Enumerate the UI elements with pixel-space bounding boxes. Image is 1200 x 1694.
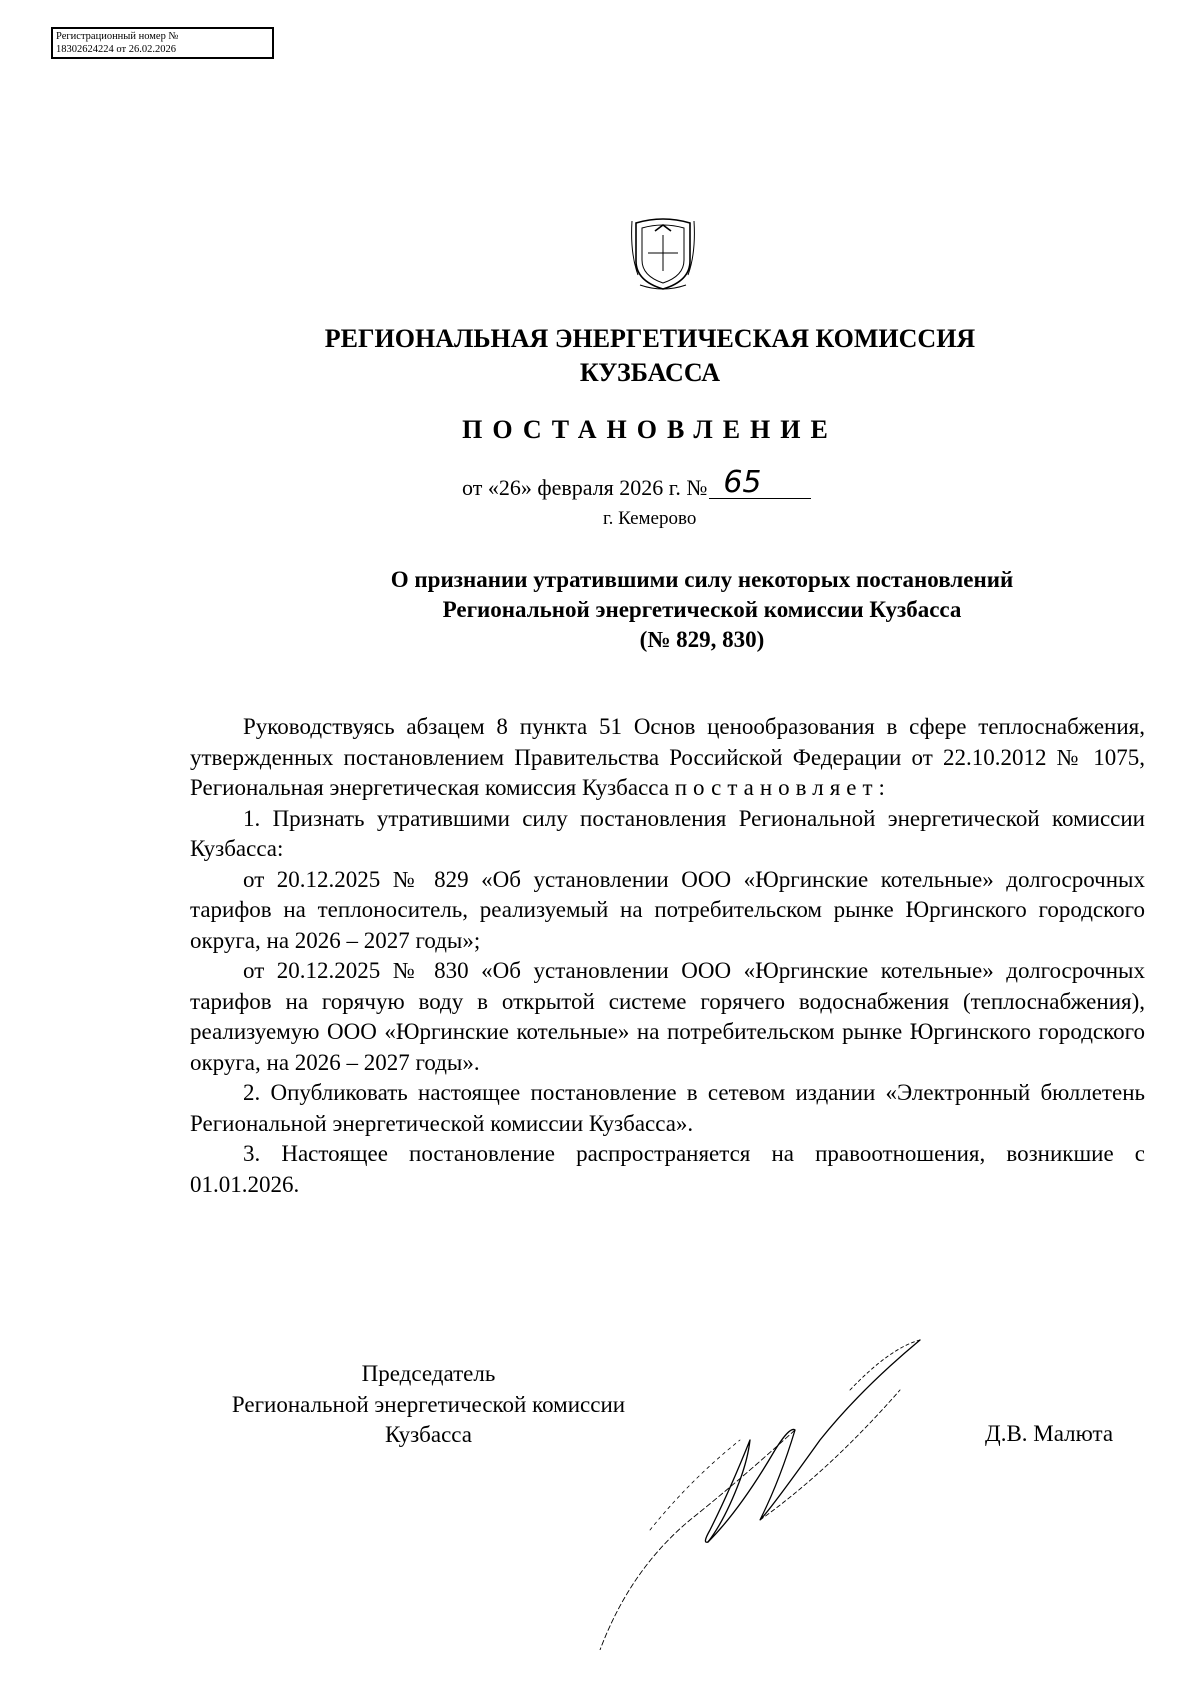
intro-text: Руководствуясь абзацем 8 пункта 51 Основ ценообразования в сфере теплоснабжения, утвержденных постановлением Правительства Российской Федерации от 22.10.2012 № 1075, Региональная энергетическая комиссия Кузбасса (190, 714, 1145, 800)
signatory-name: Д.В. Малюта (985, 1421, 1114, 1446)
registration-value: 18302624224 от 26.02.2026 (56, 44, 176, 55)
registration-stamp (51, 27, 274, 59)
document-number: 65 (723, 465, 762, 500)
org-line-1: РЕГИОНАЛЬНАЯ ЭНЕРГЕТИЧЕСКАЯ КОМИССИЯ (324, 324, 976, 353)
organization-name (0, 322, 1200, 390)
document-title (312, 565, 1092, 655)
date-text: от «26» февраля 2026 г. № (462, 475, 708, 500)
intro-verb: постановляет: (674, 775, 891, 800)
coat-of-arms-icon (628, 213, 698, 293)
date-line (462, 465, 811, 501)
title-line-2: Региональной энергетической комиссии Кузбасса (442, 597, 962, 622)
city: г. Кемерово (603, 508, 697, 529)
paragraph-item-1a: от 20.12.2025 № 829 «Об установлении ООО «Юргинские котельные» долгосрочных тарифов на теплоноситель, реализуемый на потребительском рынке Юргинского городского округа, на 2026 – 2027 годы»; (190, 866, 1145, 953)
title-line-3: (№ 829, 830) (639, 627, 765, 652)
paragraph-intro (190, 712, 1145, 804)
paragraph-item-3: 3. Настоящее постановление распространяется на правоотношения, возникшие с 01.01.2026. (190, 1141, 1145, 1197)
number-field (709, 465, 811, 501)
org-line-2: КУЗБАССА (579, 358, 721, 387)
paragraph-item-2: 2. Опубликовать настоящее постановление в сетевом издании «Электронный бюллетень Региональной энергетической комиссии Кузбасса». (190, 1080, 1145, 1136)
signatory-title-line-1: Председатель (361, 1361, 496, 1386)
title-line-1: О признании утратившими силу некоторых постановлений (390, 567, 1014, 592)
paragraph-item-1: 1. Признать утратившими силу постановления Региональной энергетической комиссии Кузбасса: (190, 805, 1145, 861)
document-body (190, 712, 1145, 1200)
handwritten-signature (590, 1330, 1010, 1650)
document-type: ПОСТАНОВЛЕНИЕ (462, 415, 838, 444)
signatory-title-line-2: Региональной энергетической комиссии (231, 1391, 626, 1417)
signatory-title-line-3: Кузбасса (384, 1422, 472, 1447)
registration-label: Регистрационный номер № (56, 31, 179, 42)
paragraph-item-1b: от 20.12.2025 № 830 «Об установлении ООО «Юргинские котельные» долгосрочных тарифов на горячую воду в открытой системе горячего водоснабжения (теплоснабжения), реализуемую ООО «Юргинские котельные» на потребительском рынке Юргинского городского округа, на 2026 – 2027 годы». (190, 958, 1145, 1075)
